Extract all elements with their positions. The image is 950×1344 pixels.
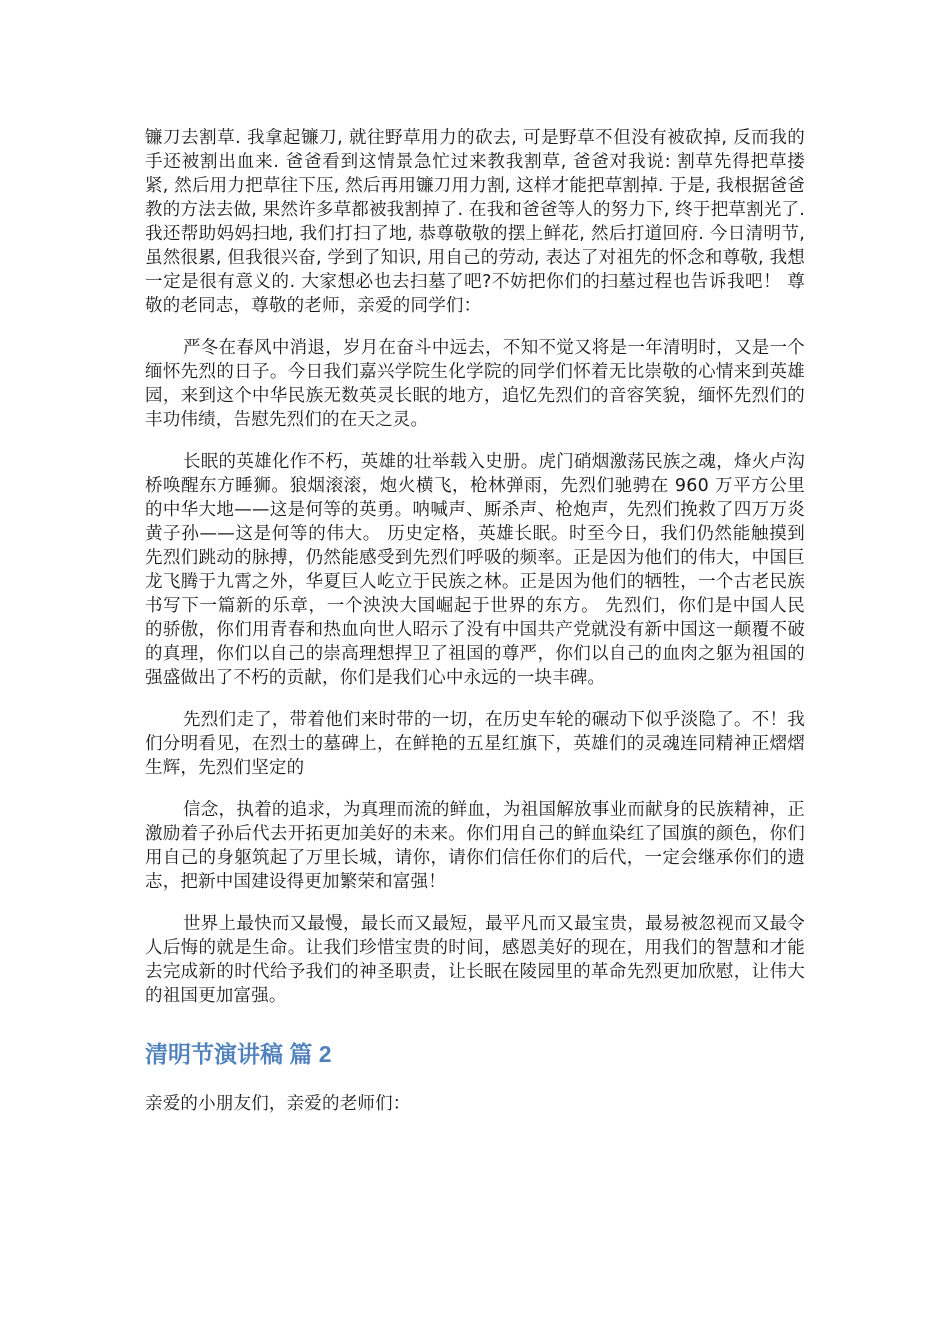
paragraph-3: 长眠的英雄化作不朽，英雄的壮举载入史册。虎门硝烟激荡民族之魂，烽火卢沟桥唤醒东方睡狮。狼烟滚滚，炮火横飞，枪林弹雨，先烈们驰骋在 960 万平方公里的中华大地——这是何等的英勇。呐喊声、厮杀声、枪炮声，先烈们挽救了四万万炎黄子孙——这是何等的伟大。 历史定格，英雄长眠。时至今日，我们仍然能触摸到先烈们跳动的脉搏，仍然能感受到先烈们呼吸的频率。正是因为他们的伟大，中国巨龙飞腾于九霄之外，华夏巨人屹立于民族之林。正是因为他们的牺牲，一个古老民族书写下一篇新的乐章，一个泱泱大国崛起于世界的东方。 先烈们，你们是中国人民的骄傲，你们用青春和热血向世人昭示了没有中国共产党就没有新中国这一颠覆不破的真理，你们以自己的崇高理想捍卫了祖国的尊严，你们以自己的血肉之躯为祖国的强盛做出了不朽的贡献，你们是我们心中永远的一块丰碑。 — [145, 452, 805, 688]
paragraph-5: 信念，执着的追求，为真理而流的鲜血，为祖国解放事业而献身的民族精神，正激励着子孙后代去开拓更加美好的未来。你们用自己的鲜血染红了国旗的颜色，你们用自己的身躯筑起了万里长城，请你，请你们信任你们的后代，一定会继承你们的遗志，把新中国建设得更加繁荣和富强！ — [145, 800, 805, 892]
paragraph-4: 先烈们走了，带着他们来时带的一切，在历史车轮的碾动下似乎淡隐了。不！我们分明看见，在烈士的墓碑上，在鲜艳的五星红旗下，英雄们的灵魂连同精神正熠熠生辉，先烈们坚定的 — [145, 710, 805, 778]
paragraph-6: 世界上最快而又最慢，最长而又最短，最平凡而又最宝贵，最易被忽视而又最令人后悔的就是生命。让我们珍惜宝贵的时间，感恩美好的现在，用我们的智慧和才能去完成新的时代给予我们的神圣职责，让长眠在陵园里的革命先烈更加欣慰，让伟大的祖国更加富强。 — [145, 914, 805, 1006]
paragraph-1: 镰刀去割草. 我拿起镰刀, 就往野草用力的砍去, 可是野草不但没有被砍掉, 反而我的手还被割出血来. 爸爸看到这情景急忙过来教我割草, 爸爸对我说: 割草先得把草搂紧, 然后用力把草往下压, 然后再用镰刀用力割, 这样才能把草割掉. 于是, 我根据爸爸教的方法去做, 果然许多草都被我割掉了. 在我和爸爸等人的努力下, 终于把草割光了. 我还帮助妈妈扫地, 我们打扫了地, 恭尊敬敬的摆上鲜花, 然后打道回府. 今日清明节, 虽然很累, 但我很兴奋, 学到了知识, 用自己的劳动, 表达了对祖先的怀念和尊敬, 我想一定是很有意义的. 大家想必也去扫墓了吧?不妨把你们的扫墓过程也告诉我吧！ 尊敬的老同志，尊敬的老师，亲爱的同学们： — [145, 128, 805, 316]
section-heading: 清明节演讲稿 篇 2 — [145, 1041, 332, 1067]
paragraph-2: 严冬在春风中消退，岁月在奋斗中远去，不知不觉又将是一年清明时，又是一个缅怀先烈的日子。今日我们嘉兴学院生化学院的同学们怀着无比崇敬的心情来到英雄园，来到这个中华民族无数英灵长眠的地方，追忆先烈们的音容笑貌，缅怀先烈们的丰功伟绩，告慰先烈们的在天之灵。 — [145, 338, 805, 430]
greeting-line: 亲爱的小朋友们，亲爱的老师们： — [145, 1094, 411, 1114]
document-page — [145, 126, 805, 1116]
